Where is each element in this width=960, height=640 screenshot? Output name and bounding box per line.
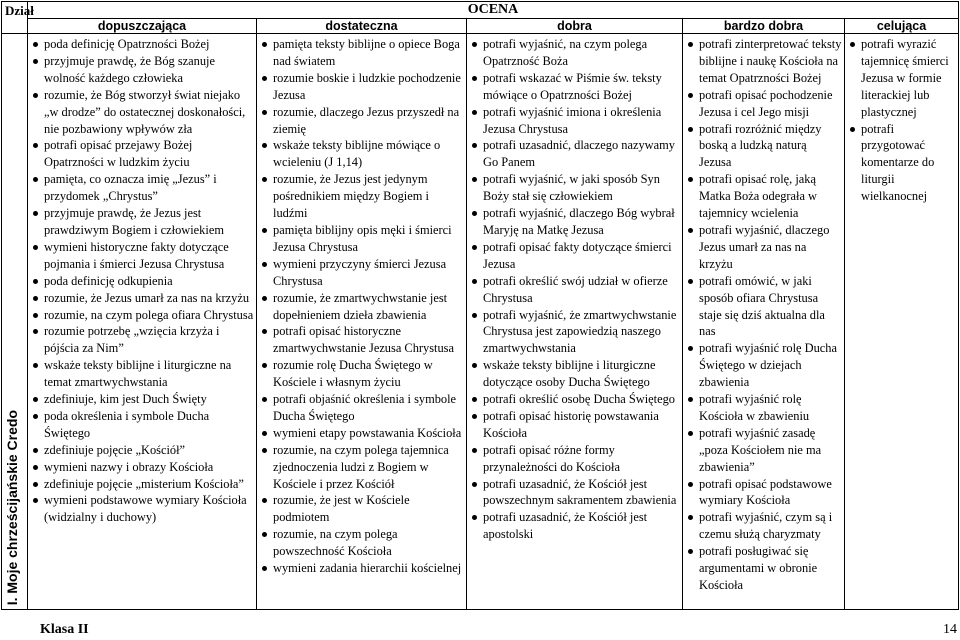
grade-header-bardzo-dobra: bardzo dobra — [683, 19, 845, 34]
requirement-item: wskaże teksty biblijne mówiące o wcieleniu (J 1,14) — [261, 137, 464, 171]
requirement-item: rozumie, że zmartwychwstanie jest dopełnieniem dzieła zbawienia — [261, 290, 464, 324]
requirement-item: potrafi opisać rolę, jaką Matka Boża odegrała w tajemnicy wcielenia — [687, 171, 842, 222]
column-dobra — [467, 34, 683, 610]
requirement-item: potrafi określić swój udział w ofierze Chrystusa — [471, 273, 680, 307]
grade-header-dobra: dobra — [467, 19, 683, 34]
requirement-item: potrafi wyjaśnić, w jaki sposób Syn Boży stał się człowiekiem — [471, 171, 680, 205]
requirements-list — [28, 34, 256, 526]
requirement-item: zdefiniuje pojęcie „Kościół” — [32, 442, 254, 459]
requirement-item: rozumie, na czym polega tajemnica zjednoczenia ludzi z Bogiem w Kościele i przez Kościół — [261, 442, 464, 493]
requirement-item: poda określenia i symbole Ducha Świętego — [32, 408, 254, 442]
requirements-list — [845, 34, 958, 205]
requirement-item: rozumie, na czym polega powszechność Kościoła — [261, 526, 464, 560]
column-dostateczna — [257, 34, 467, 610]
dzial-header: Dział — [2, 2, 28, 34]
requirement-item: potrafi wyrazić tajemnicę śmierci Jezusa w formie literackiej lub plastycznej — [849, 36, 956, 121]
requirement-item: potrafi uzasadnić, dlaczego nazywamy Go Panem — [471, 137, 680, 171]
requirement-item: potrafi określić osobę Ducha Świętego — [471, 391, 680, 408]
requirement-item: pamięta biblijny opis męki i śmierci Jezusa Chrystusa — [261, 222, 464, 256]
requirement-item: potrafi wyjaśnić rolę Ducha Świętego w dziejach zbawienia — [687, 340, 842, 391]
requirement-item: rozumie rolę Ducha Świętego w Kościele i własnym życiu — [261, 357, 464, 391]
requirements-list — [683, 34, 844, 594]
requirement-item: potrafi uzasadnić, że Kościół jest powszechnym sakramentem zbawienia — [471, 476, 680, 510]
requirement-item: potrafi uzasadnić, że Kościół jest apostolski — [471, 509, 680, 543]
requirement-item: rozumie boskie i ludzkie pochodzenie Jezusa — [261, 70, 464, 104]
requirement-item: potrafi wyjaśnić, dlaczego Jezus umarł za nas na krzyżu — [687, 222, 842, 273]
requirement-item: zdefiniuje pojęcie „misterium Kościoła” — [32, 476, 254, 493]
requirement-item: rozumie, że Jezus umarł za nas na krzyżu — [32, 290, 254, 307]
requirement-item: potrafi objaśnić określenia i symbole Ducha Świętego — [261, 391, 464, 425]
requirement-item: potrafi opisać fakty dotyczące śmierci Jezusa — [471, 239, 680, 273]
column-celujaca — [845, 34, 959, 610]
requirement-item: potrafi wyjaśnić, dlaczego Bóg wybrał Maryję na Matkę Jezusa — [471, 205, 680, 239]
requirement-item: wymieni etapy powstawania Kościoła — [261, 425, 464, 442]
requirement-item: potrafi wyjaśnić, że zmartwychwstanie Chrystusa jest zapowiedzią naszego zmartwychwstania — [471, 307, 680, 358]
requirement-item: potrafi wyjaśnić zasadę „poza Kościołem nie ma zbawienia” — [687, 425, 842, 476]
requirement-item: poda definicję odkupienia — [32, 273, 254, 290]
requirement-item: potrafi przygotować komentarze do liturgii wielkanocnej — [849, 121, 956, 206]
requirements-table — [1, 1, 959, 610]
requirement-item: potrafi wyjaśnić, na czym polega Opatrzność Boża — [471, 36, 680, 70]
requirement-item: potrafi zinterpretować teksty biblijne i naukę Kościoła na temat Opatrzności Bożej — [687, 36, 842, 87]
requirement-item: wymieni zadania hierarchii kościelnej — [261, 560, 464, 577]
column-bardzo-dobra — [683, 34, 845, 610]
grade-header-dopuszczajaca: dopuszczająca — [28, 19, 257, 34]
requirements-list — [467, 34, 682, 543]
section-title: I. Moje chrześcijańskie Credo — [4, 409, 20, 605]
requirement-item: wymieni nazwy i obrazy Kościoła — [32, 459, 254, 476]
requirement-item: przyjmuje prawdę, że Bóg szanuje wolność każdego człowieka — [32, 53, 254, 87]
requirement-item: potrafi wyjaśnić rolę Kościoła w zbawieniu — [687, 391, 842, 425]
requirement-item: wskaże teksty biblijne i liturgiczne na temat zmartwychwstania — [32, 357, 254, 391]
grade-header-dostateczna: dostateczna — [257, 19, 467, 34]
requirement-item: potrafi opisać historyczne zmartwychwstanie Jezusa Chrystusa — [261, 323, 464, 357]
requirement-item: wymieni podstawowe wymiary Kościoła (widzialny i duchowy) — [32, 492, 254, 526]
requirement-item: rozumie, że jest w Kościele podmiotem — [261, 492, 464, 526]
requirement-item: potrafi wskazać w Piśmie św. teksty mówiące o Opatrzności Bożej — [471, 70, 680, 104]
requirement-item: rozumie, że Bóg stworzył świat niejako „w drodze” do ostatecznej doskonałości, nie pozbawiony wpływów zła — [32, 87, 254, 138]
requirement-item: rozumie, na czym polega ofiara Chrystusa — [32, 307, 254, 324]
requirement-item: wskaże teksty biblijne i liturgiczne dotyczące osoby Ducha Świętego — [471, 357, 680, 391]
grade-header-celujaca: celująca — [845, 19, 959, 34]
requirement-item: potrafi wyjaśnić imiona i określenia Jezusa Chrystusa — [471, 104, 680, 138]
requirement-item: potrafi opisać historię powstawania Kościoła — [471, 408, 680, 442]
requirement-item: potrafi opisać przejawy Bożej Opatrzności w ludzkim życiu — [32, 137, 254, 171]
requirement-item: potrafi omówić, w jaki sposób ofiara Chrystusa staje się dziś aktualna dla nas — [687, 273, 842, 341]
class-label: Klasa II — [40, 622, 89, 637]
requirement-item: wymieni historyczne fakty dotyczące pojmania i śmierci Jezusa Chrystusa — [32, 239, 254, 273]
requirement-item: zdefiniuje, kim jest Duch Święty — [32, 391, 254, 408]
requirement-item: poda definicję Opatrzności Bożej — [32, 36, 254, 53]
requirement-item: pamięta teksty biblijne o opiece Boga nad światem — [261, 36, 464, 70]
requirement-item: potrafi opisać różne formy przynależności do Kościoła — [471, 442, 680, 476]
requirement-item: potrafi rozróżnić między boską a ludzką naturą Jezusa — [687, 121, 842, 172]
requirement-item: przyjmuje prawdę, że Jezus jest prawdziwym Bogiem i człowiekiem — [32, 205, 254, 239]
requirement-item: rozumie potrzebę „wzięcia krzyża i pójścia za Nim” — [32, 323, 254, 357]
ocena-header: OCENA — [28, 2, 959, 19]
requirement-item: potrafi wyjaśnić, czym są i czemu służą charyzmaty — [687, 509, 842, 543]
section-cell — [2, 34, 28, 610]
requirement-item: potrafi opisać podstawowe wymiary Kościoła — [687, 476, 842, 510]
requirement-item: pamięta, co oznacza imię „Jezus” i przydomek „Chrystus” — [32, 171, 254, 205]
requirement-item: rozumie, dlaczego Jezus przyszedł na ziemię — [261, 104, 464, 138]
requirement-item: rozumie, że Jezus jest jedynym pośrednikiem między Bogiem i ludźmi — [261, 171, 464, 222]
requirement-item: potrafi posługiwać się argumentami w obronie Kościoła — [687, 543, 842, 594]
requirements-list — [257, 34, 466, 577]
requirement-item: potrafi opisać pochodzenie Jezusa i cel Jego misji — [687, 87, 842, 121]
page-number: 14 — [943, 622, 957, 637]
column-dopuszczajaca — [28, 34, 257, 610]
requirement-item: wymieni przyczyny śmierci Jezusa Chrystusa — [261, 256, 464, 290]
